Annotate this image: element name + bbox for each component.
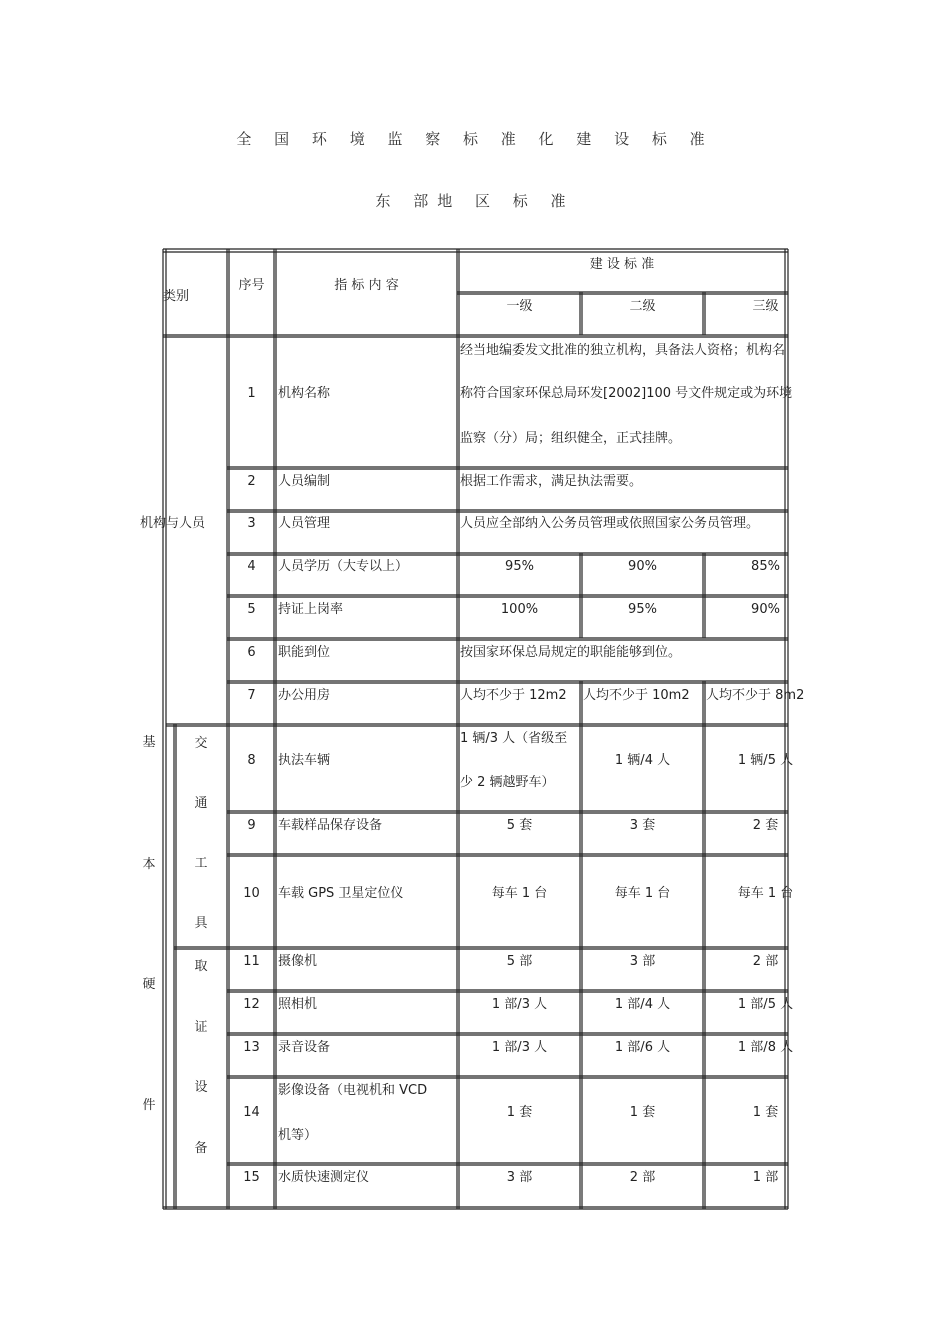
row-14-level-2: 1 套 [629, 1105, 656, 1120]
group-org-personnel: 机构与人员 [140, 516, 206, 531]
row-2-standard: 根据工作需求，满足执法需要。 [460, 474, 643, 489]
row-9-level-3: 2 套 [752, 818, 779, 833]
group-hardware-char-2: 本 [142, 857, 156, 872]
row-13-name: 录音设备 [278, 1040, 331, 1055]
row-12-level-3: 1 部/5 人 [737, 997, 794, 1012]
header-level-2: 二级 [629, 299, 656, 314]
group-evidence-char-4: 备 [194, 1141, 208, 1156]
row-1-standard-line-3: 监察（分）局；组织健全，正式挂牌。 [460, 431, 682, 446]
row-14-seq: 14 [243, 1105, 260, 1120]
row-12-level-2: 1 部/4 人 [614, 997, 671, 1012]
row-3-seq: 3 [247, 516, 256, 531]
header-category: 类别 [163, 289, 190, 304]
row-8-level-1-line-1: 1 辆/3 人（省级至 [460, 731, 568, 746]
row-4-seq: 4 [247, 559, 256, 574]
row-5-level-1: 100% [500, 602, 539, 617]
row-8-level-1-line-2: 少 2 辆越野车） [460, 775, 555, 790]
group-hardware-char-1: 基 [142, 735, 156, 750]
row-11-level-1: 5 部 [506, 954, 533, 969]
row-7-seq: 7 [247, 688, 256, 703]
group-hardware-char-4: 件 [142, 1098, 156, 1113]
row-7-level-1: 人均不少于 12m2 [460, 688, 567, 703]
header-seq: 序号 [238, 278, 265, 293]
row-2-seq: 2 [247, 474, 256, 489]
row-10-seq: 10 [243, 886, 260, 901]
row-3-standard: 人员应全部纳入公务员管理或依照国家公务员管理。 [460, 516, 760, 531]
row-5-level-2: 95% [628, 602, 657, 617]
row-13-level-3: 1 部/8 人 [737, 1040, 794, 1055]
row-11-name: 摄像机 [278, 954, 318, 969]
row-14-name-line-2: 机等） [278, 1128, 318, 1143]
row-5-level-3: 90% [751, 602, 780, 617]
row-13-seq: 13 [243, 1040, 260, 1055]
row-9-name: 车载样品保存设备 [278, 818, 383, 833]
row-10-level-3: 每车 1 台 [737, 886, 794, 901]
row-15-name: 水质快速测定仪 [278, 1170, 370, 1185]
row-4-level-1: 95% [505, 559, 534, 574]
row-13-level-1: 1 部/3 人 [491, 1040, 548, 1055]
row-4-level-3: 85% [751, 559, 780, 574]
row-8-seq: 8 [247, 753, 256, 768]
row-15-level-2: 2 部 [629, 1170, 656, 1185]
row-8-level-3: 1 辆/5 人 [737, 753, 794, 768]
row-14-level-1: 1 套 [506, 1105, 533, 1120]
header-indicator: 指 标 内 容 [334, 278, 399, 293]
row-9-level-2: 3 套 [629, 818, 656, 833]
row-11-seq: 11 [243, 954, 260, 969]
row-15-level-3: 1 部 [752, 1170, 779, 1185]
row-9-seq: 9 [247, 818, 256, 833]
group-evidence-char-3: 设 [194, 1080, 208, 1095]
row-7-level-3: 人均不少于 8m2 [706, 688, 805, 703]
row-7-name: 办公用房 [278, 688, 331, 703]
group-transport-char-2: 通 [194, 796, 208, 811]
document-subtitle: 东 部地 区 标 准 [375, 192, 575, 210]
row-8-level-2: 1 辆/4 人 [614, 753, 671, 768]
header-standard: 建 设 标 准 [589, 257, 655, 272]
group-transport-char-1: 交 [194, 736, 208, 751]
row-6-standard: 按国家环保总局规定的职能能够到位。 [460, 645, 682, 660]
row-1-seq: 1 [247, 386, 256, 401]
row-14-level-3: 1 套 [752, 1105, 779, 1120]
row-10-level-1: 每车 1 台 [491, 886, 548, 901]
row-12-name: 照相机 [278, 997, 318, 1012]
row-13-level-2: 1 部/6 人 [614, 1040, 671, 1055]
row-2-name: 人员编制 [278, 474, 331, 489]
row-5-name: 持证上岗率 [278, 602, 344, 617]
group-transport-char-4: 具 [194, 916, 208, 931]
group-evidence-char-2: 证 [194, 1020, 208, 1035]
row-1-standard-line-2: 称符合国家环保总局环发[2002]100 号文件规定或为环境 [460, 386, 793, 401]
row-11-level-2: 3 部 [629, 954, 656, 969]
row-4-level-2: 90% [628, 559, 657, 574]
row-15-level-1: 3 部 [506, 1170, 533, 1185]
group-transport-char-3: 工 [194, 856, 208, 871]
row-3-name: 人员管理 [278, 516, 331, 531]
row-8-name: 执法车辆 [278, 753, 331, 768]
row-10-name: 车载 GPS 卫星定位仪 [278, 886, 404, 901]
row-11-level-3: 2 部 [752, 954, 779, 969]
group-evidence-char-1: 取 [194, 959, 208, 974]
row-12-level-1: 1 部/3 人 [491, 997, 548, 1012]
header-level-1: 一级 [506, 299, 533, 314]
row-10-level-2: 每车 1 台 [614, 886, 671, 901]
row-7-level-2: 人均不少于 10m2 [583, 688, 690, 703]
row-6-name: 职能到位 [278, 645, 331, 660]
header-level-3: 三级 [752, 299, 779, 314]
row-1-name: 机构名称 [278, 386, 331, 401]
row-1-standard-line-1: 经当地编委发文批准的独立机构，具备法人资格；机构名 [460, 343, 786, 358]
row-14-name-line-1: 影像设备（电视机和 VCD [278, 1083, 428, 1098]
row-6-seq: 6 [247, 645, 256, 660]
row-5-seq: 5 [247, 602, 256, 617]
group-hardware-char-3: 硬 [142, 977, 156, 992]
row-9-level-1: 5 套 [506, 818, 533, 833]
row-4-name: 人员学历（大专以上） [278, 559, 409, 574]
row-12-seq: 12 [243, 997, 260, 1012]
document-title: 全 国 环 境 监 察 标 准 化 建 设 标 准 [236, 130, 714, 148]
row-15-seq: 15 [243, 1170, 260, 1185]
